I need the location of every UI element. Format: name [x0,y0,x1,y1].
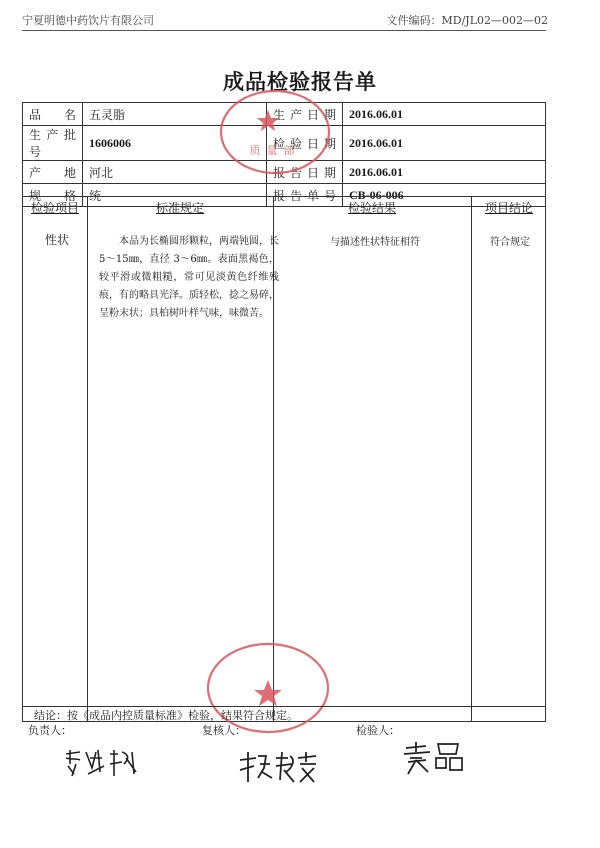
info-label: 检验日期 [267,126,343,161]
info-label: 生产日期 [267,103,343,126]
column-header-conclusion: 项目结论 [484,201,533,215]
responsible-person-label: 负责人： [28,724,72,737]
info-label: 报告单号 [267,184,343,207]
info-label: 报告日期 [267,161,343,184]
company-name: 宁夏明德中药饮片有限公司 [22,14,154,27]
info-value: 统 [83,184,267,207]
report-title: 成品检验报告单 [223,69,377,94]
responsible-signature [62,744,142,780]
header-rule [22,30,546,31]
reviewer-signature [236,748,326,786]
info-label: 产 地 [23,161,83,184]
info-value: 河北 [83,161,267,184]
info-label: 品 名 [23,103,83,126]
inspector-signature [400,738,470,778]
column-header-result: 检验结果 [347,201,396,215]
standard-text: 本品为长椭圆形颗粒，两端钝圆，长 5～15㎜，直径 3～6㎜。表面黑褐色，较平滑或微粗糙，常可见淡黄色纤维残痕，有的略具光泽。质轻松，捻之易碎，呈粉末状；具柏树叶样气味，味微苦。 [99,236,279,319]
column-header-standard: 标准规定 [155,201,204,215]
svg-text:质量部: 质量部 [249,144,301,157]
info-value: 2016.06.01 [343,103,546,126]
info-value: 五灵脂 [83,103,267,126]
info-value: 2016.06.01 [343,161,546,184]
info-value: 1606006 [83,126,267,161]
conclusion-line: 结论：按《成品内控质量标准》检验，结果符合规定。 [22,706,546,724]
inspector-label: 检验人： [356,724,400,737]
info-label: 生产批号 [23,126,83,161]
document-number: 文件编码：MD/JL02—002—02 [386,14,548,27]
info-label: 规 格 [23,184,83,207]
info-value: 2016.06.01 [343,126,546,161]
column-divider [87,197,88,721]
reviewer-label: 复核人： [202,724,246,737]
info-value: CB-06-006 [343,184,546,207]
column-divider [471,197,472,721]
test-result: 与描述性状特征相符 [330,237,420,248]
quality-department-stamp [218,88,332,176]
test-item: 性状 [45,233,70,247]
item-conclusion: 符合规定 [490,237,530,248]
column-header-item: 检验项目 [30,201,79,215]
